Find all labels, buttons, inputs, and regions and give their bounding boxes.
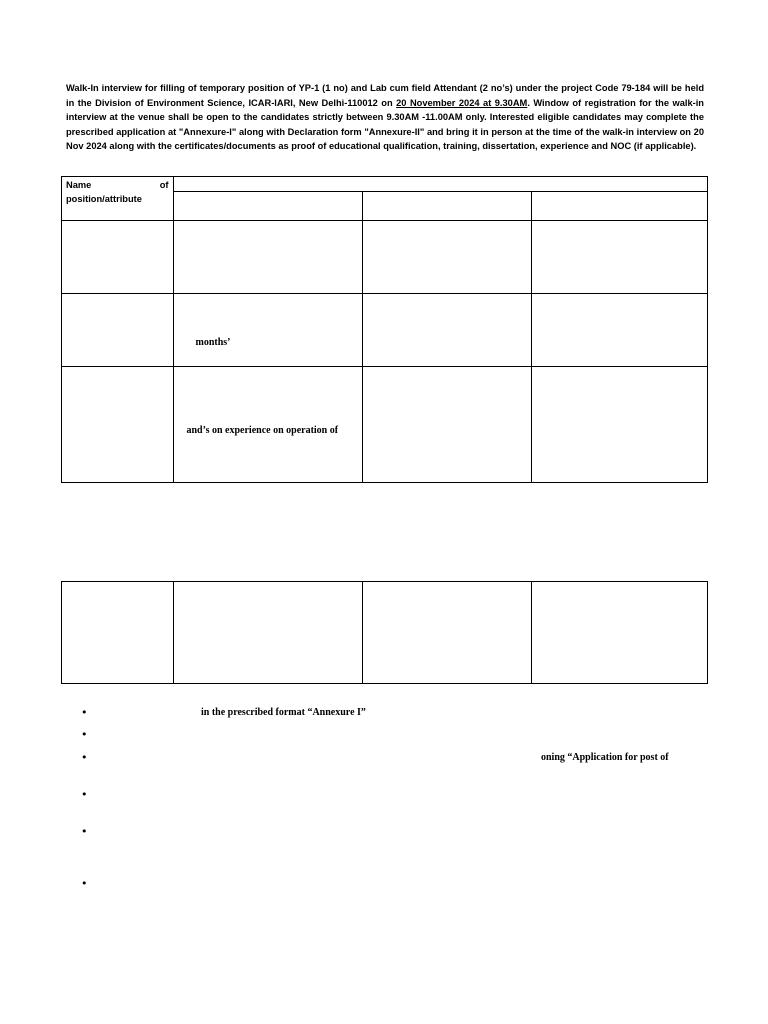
table-cell bbox=[363, 367, 532, 483]
interview-date-time: 20 November 2024 at 9.30AM bbox=[396, 97, 528, 108]
table-cell bbox=[363, 582, 532, 684]
table-cell bbox=[173, 294, 363, 367]
cell-text-months: months’ bbox=[195, 337, 231, 348]
table-cell bbox=[62, 582, 174, 684]
bullet-dot-icon: • bbox=[81, 706, 88, 719]
table-cell bbox=[532, 221, 708, 294]
secondary-table bbox=[61, 581, 708, 684]
notice-paragraph bbox=[66, 81, 704, 154]
table-cell bbox=[363, 221, 532, 294]
bullet-dot-icon: • bbox=[81, 788, 88, 801]
table-cell bbox=[173, 192, 363, 221]
table-cell bbox=[62, 294, 174, 367]
table-cell bbox=[532, 192, 708, 221]
list-item: oning “Application for post of bbox=[541, 752, 669, 763]
table-cell bbox=[532, 367, 708, 483]
bullet-dot-icon: • bbox=[81, 728, 88, 741]
table-cell bbox=[173, 221, 363, 294]
table-cell bbox=[173, 582, 363, 684]
bullet-dot-icon: • bbox=[81, 877, 88, 890]
notice-text-part2: . Window of registration for the walk-in interview at the venue shall be open to the candidates strictly between 9.30AM -11.00AM only. Interested eligible candidates may complete the prescribed application at "Annexure-I" along with Declaration form "Annexure-II" and bring it in person at the time of the walk-in interview on 20 Nov 2024 along with the certificates/documents as proof of educational qualification, training, dissertation, experience and NOC (if applicable). bbox=[66, 97, 704, 152]
table-cell bbox=[363, 294, 532, 367]
notice-text-part1: Walk-In interview for filling of temporary position of YP-1 (1 no) and Lab cum field Attendant (2 no’s) under the project Code 79-184 will be held in the Division of Environment Science, ICAR-IARI, New Delhi-110012 on bbox=[66, 83, 704, 108]
table-cell bbox=[532, 582, 708, 684]
table-row bbox=[62, 294, 708, 367]
table-row bbox=[62, 367, 708, 483]
header-cell-span bbox=[173, 177, 708, 192]
header-cell-position bbox=[62, 177, 174, 221]
bullet-dot-icon: • bbox=[81, 825, 88, 838]
header-word-of: of bbox=[159, 180, 169, 190]
table-row bbox=[62, 582, 708, 684]
table-cell bbox=[532, 294, 708, 367]
bullet-dot-icon: • bbox=[81, 751, 88, 764]
table-cell bbox=[173, 367, 363, 483]
position-details-table bbox=[61, 176, 708, 483]
table-cell bbox=[62, 367, 174, 483]
cell-text-experience: and’s on experience on operation of bbox=[186, 425, 339, 436]
table-cell bbox=[363, 192, 532, 221]
header-word-position-attribute: position/attribute bbox=[66, 194, 142, 204]
header-word-name: Name bbox=[66, 180, 92, 190]
list-item: in the prescribed format “Annexure I” bbox=[201, 707, 366, 718]
table-row bbox=[62, 177, 708, 192]
table-row bbox=[62, 221, 708, 294]
table-cell bbox=[62, 221, 174, 294]
